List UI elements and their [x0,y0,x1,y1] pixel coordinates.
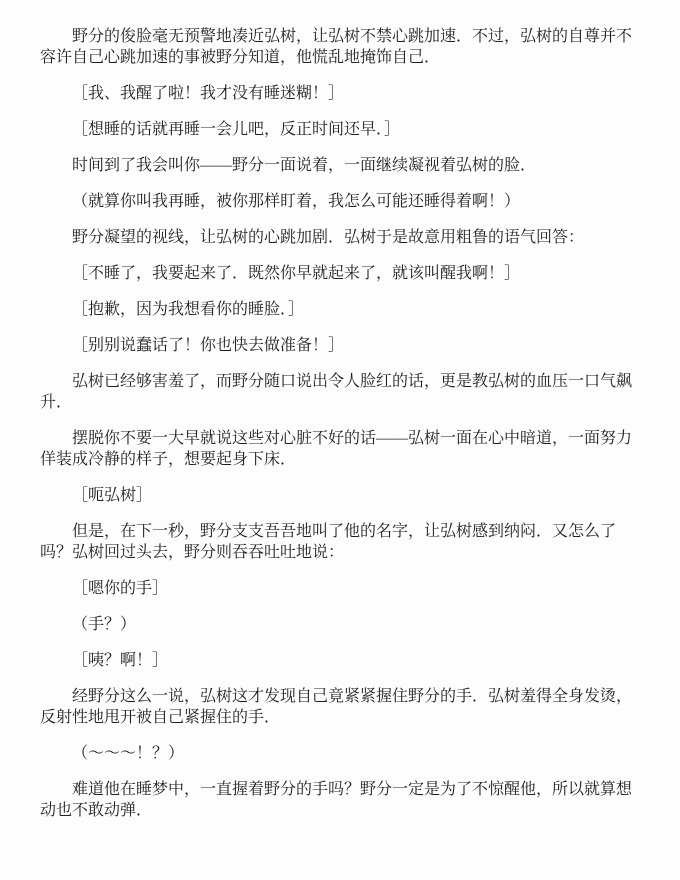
paragraph: ［别别说蠢话了！你也快去做准备！］ [72,337,345,354]
paragraph: 但是，在下一秒，野分支支吾吾地叫了他的名字，让弘树感到纳闷．又怎么了吗？弘树回过头去，野分则吞吞吐吐地说： [40,523,617,561]
paragraph: 野分凝望的视线，让弘树的心跳加剧．弘树于是故意用粗鲁的语气回答： [72,229,585,246]
paragraph: 经野分这么一说，弘树这才发现自己竟紧紧握住野分的手．弘树羞得全身发烫，反射性地甩开被自己紧握住的手． [40,688,633,726]
paragraph: ［嗯你的手］ [72,580,169,597]
paragraph: ［咦？啊！］ [72,652,169,669]
paragraph: （就算你叫我再睡，被你那样盯着，我怎么可能还睡得着啊！） [72,193,521,210]
paragraph: 摆脱你不要一大早就说这些对心脏不好的话——弘树一面在心中暗道，一面努力佯装成冷静的样子，想要起身下床． [40,430,633,468]
text-block [40,26,632,821]
paragraph: 时间到了我会叫你——野分一面说着，一面继续凝视着弘树的脸． [72,157,537,174]
paragraph: ［抱歉，因为我想看你的睡脸．］ [72,301,305,318]
paragraph: 野分的俊脸毫无预警地凑近弘树，让弘树不禁心跳加速．不过，弘树的自尊并不容许自己心跳加速的事被野分知道，他慌乱地掩饰自己． [40,28,633,66]
paragraph: ［想睡的话就再睡一会儿吧，反正时间还早．］ [72,121,401,138]
paragraph: 弘树已经够害羞了，而野分随口说出令人脸红的话，更是教弘树的血压一口气飙升． [40,373,633,411]
paragraph: ［我、我醒了啦！我才没有睡迷糊！］ [72,85,345,102]
paragraph: （～～～！？） [72,745,185,762]
paragraph: ［呃弘树］ [72,487,153,504]
paragraph: ［不睡了，我要起来了．既然你早就起来了，就该叫醒我啊！］ [72,265,521,282]
paragraph: 难道他在睡梦中，一直握着野分的手吗？野分一定是为了不惊醒他，所以就算想动也不敢动弹． [40,781,633,819]
paragraph: （手？） [72,616,137,633]
